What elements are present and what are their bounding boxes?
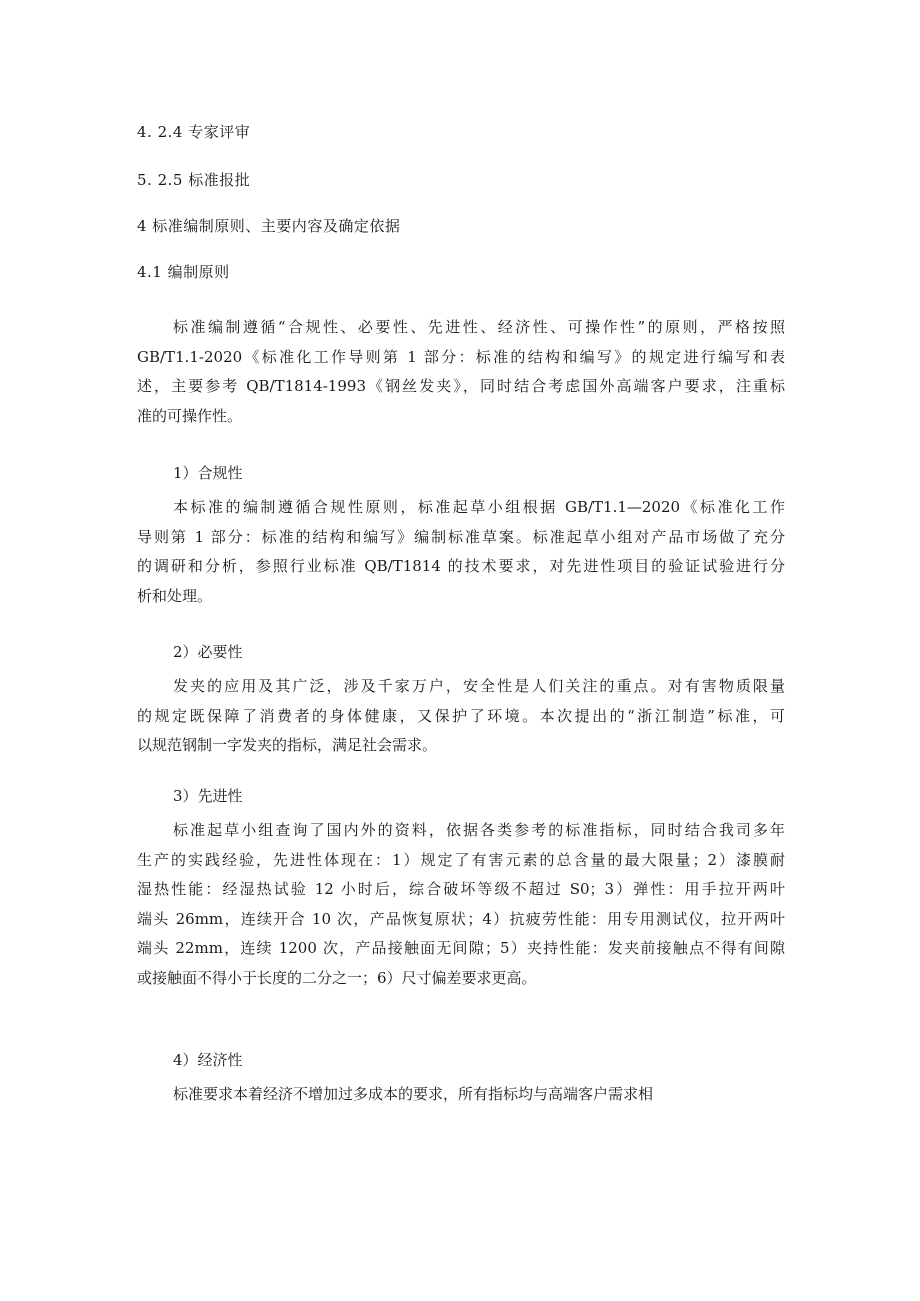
section-title-compliance: 1）合规性 <box>173 464 243 482</box>
paragraph-compliance <box>137 493 785 611</box>
paragraph-line: 端头 26mm，连续开合 10 次，产品恢复原状；4）抗疲劳性能：用专用测试仪，拉开两叶 <box>137 909 785 928</box>
paragraph-line: GB/T1.1-2020《标准化工作导则第 1 部分：标准的结构和编写》的规定进行编写和表 <box>137 347 785 366</box>
section-title-economy: 4）经济性 <box>173 1051 243 1069</box>
paragraph-line: 标准编制遵循“合规性、必要性、先进性、经济性、可操作性”的原则，严格按照 <box>173 318 785 336</box>
heading-standard-approval: 5. 2.5 标准报批 <box>137 171 251 189</box>
heading-expert-review: 4. 2.4 专家评审 <box>137 123 251 141</box>
paragraph-advancement <box>137 816 785 993</box>
paragraph-line: 生产的实践经验，先进性体现在：1）规定了有害元素的总含量的最大限量；2）漆膜耐 <box>137 850 785 869</box>
paragraph-line: 导则第 1 部分：标准的结构和编写》编制标准草案。标准起草小组对产品市场做了充分 <box>137 527 785 546</box>
paragraph-line: 端头 22mm，连续 1200 次，产品接触面无间隙；5）夹持性能：发夹前接触点不得有间隙 <box>137 939 785 957</box>
paragraph-line: 的调研和分析，参照行业标准 QB/T1814 的技术要求，对先进性项目的验证试验进行分 <box>137 557 785 575</box>
paragraph-line: 标准起草小组查询了国内外的资料，依据各类参考的标准指标，同时结合我司多年 <box>173 821 785 839</box>
section-title-advancement: 3）先进性 <box>173 787 243 805</box>
paragraph-line: 湿热性能：经湿热试验 12 小时后，综合破坏等级不超过 S0；3）弹性：用手拉开两叶 <box>137 880 785 898</box>
paragraph-necessity <box>137 672 785 761</box>
heading-compilation-principles: 4.1 编制原则 <box>137 263 230 281</box>
paragraph-line: 的规定既保障了消费者的身体健康，又保护了环境。本次提出的“浙江制造”标准，可 <box>137 706 785 725</box>
paragraph-line: 准的可操作性。 <box>137 406 243 425</box>
paragraph-line: 析和处理。 <box>137 586 213 605</box>
paragraph-line: 本标准的编制遵循合规性原则，标准起草小组根据 GB/T1.1—2020《标准化工作 <box>173 498 785 516</box>
paragraph-economy <box>137 1080 785 1110</box>
paragraph-line: 标准要求本着经济不增加过多成本的要求，所有指标均与高端客户需求相 <box>173 1085 654 1103</box>
section-title-necessity: 2）必要性 <box>173 643 243 661</box>
paragraph-line: 述，主要参考 QB/T1814-1993《钢丝发夹》，同时结合考虑国外高端客户要求，注重标 <box>137 377 785 395</box>
heading-section-4: 4 标准编制原则、主要内容及确定依据 <box>137 217 401 235</box>
paragraph-line: 或接触面不得小于长度的二分之一；6）尺寸偏差要求更高。 <box>137 968 537 987</box>
paragraph-line: 以规范钢制一字发夹的指标，满足社会需求。 <box>137 736 438 754</box>
intro-paragraph <box>137 313 785 431</box>
paragraph-line: 发夹的应用及其广泛，涉及千家万户，安全性是人们关注的重点。对有害物质限量 <box>173 677 785 695</box>
